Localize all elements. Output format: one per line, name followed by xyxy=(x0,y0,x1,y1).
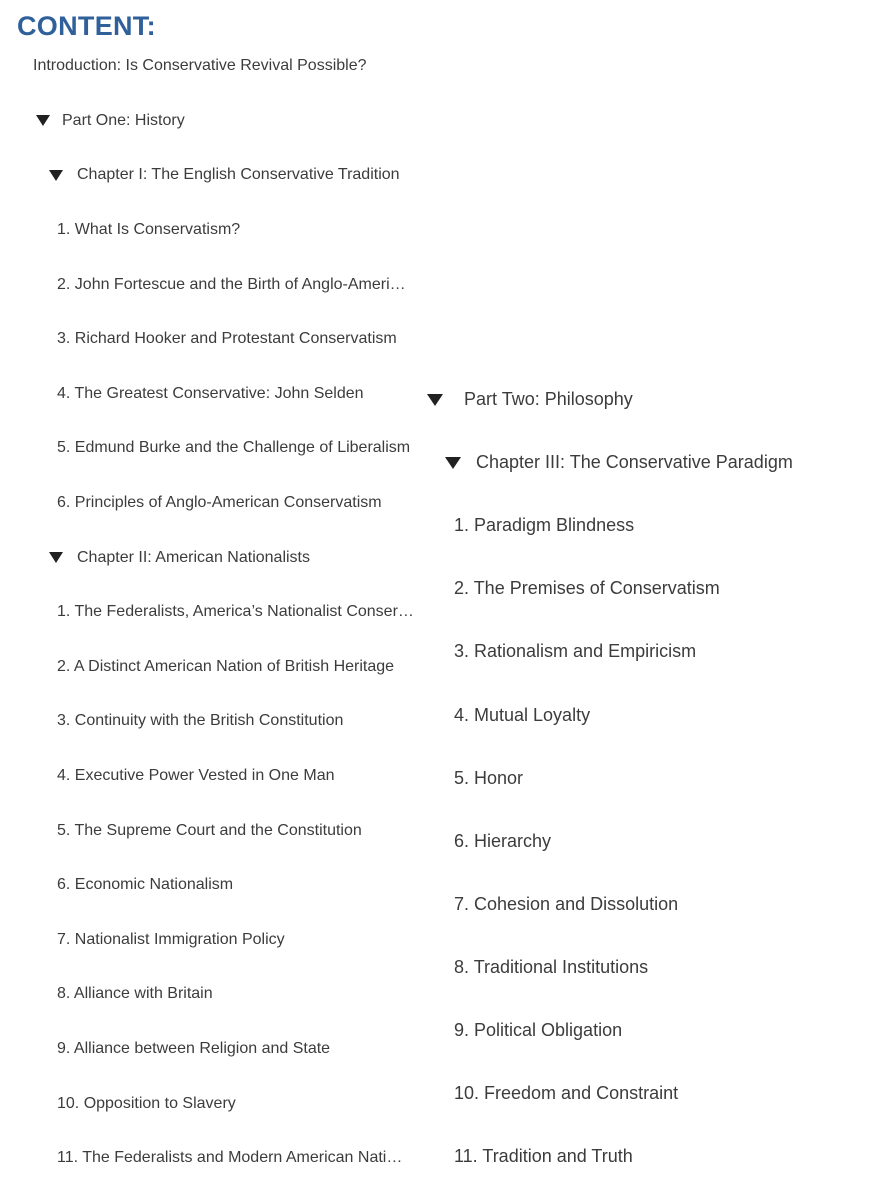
toc-entry-label: Chapter III: The Conservative Paradigm xyxy=(476,452,793,473)
toc-entry-label: 1. Paradigm Blindness xyxy=(454,515,635,536)
toc-entry-label: 11. The Federalists and Modern American Nati… xyxy=(57,1149,403,1167)
toc-entry[interactable] xyxy=(0,1131,440,1186)
toc-entry-label: 5. The Supreme Court and the Constitution xyxy=(57,821,362,839)
toc-entry-label: 2. A Distinct American Nation of British Heritage xyxy=(57,657,395,675)
toc-entry-label: 6. Principles of Anglo-American Conservatism xyxy=(57,494,382,512)
toc-entry-label: 5. Honor xyxy=(454,767,524,788)
toc-entry-label: 10. Opposition to Slavery xyxy=(57,1094,236,1112)
toc-entry-label: Chapter I: The English Conservative Tradition xyxy=(77,166,400,184)
toc-entry-label: 7. Nationalist Immigration Policy xyxy=(57,930,285,948)
toc-entry[interactable] xyxy=(425,936,871,999)
toc-entry-label: Part One: History xyxy=(62,111,185,129)
collapse-triangle-icon[interactable] xyxy=(49,170,63,181)
toc-entry-label: 3. Continuity with the British Constitution xyxy=(57,712,344,730)
toc-entry[interactable] xyxy=(0,640,440,695)
toc-entry[interactable] xyxy=(425,620,871,683)
toc-entry-label: 1. The Federalists, America’s Nationalist Conser… xyxy=(57,603,414,621)
collapse-triangle-icon[interactable] xyxy=(49,552,63,563)
toc-entry[interactable] xyxy=(0,257,440,312)
toc-entry-chapter-2[interactable] xyxy=(0,530,440,585)
toc-entry-label: 8. Traditional Institutions xyxy=(454,956,649,977)
toc-entry-label: 8. Alliance with Britain xyxy=(57,985,213,1003)
toc-entry[interactable] xyxy=(425,557,871,620)
toc-entry-label: 11. Tradition and Truth xyxy=(454,1146,633,1167)
toc-entry-label: 6. Hierarchy xyxy=(454,830,552,851)
collapse-triangle-icon[interactable] xyxy=(445,457,461,469)
toc-entry[interactable] xyxy=(0,421,440,476)
toc-left-column xyxy=(0,39,440,1185)
toc-entry[interactable] xyxy=(0,203,440,258)
toc-entry[interactable] xyxy=(425,999,871,1062)
toc-entry-label: 3. Richard Hooker and Protestant Conservatism xyxy=(57,330,397,348)
toc-entry-part-two[interactable] xyxy=(425,368,871,431)
toc-entry[interactable] xyxy=(0,967,440,1022)
toc-entry[interactable] xyxy=(425,810,871,873)
toc-entry-label: Chapter II: American Nationalists xyxy=(77,548,310,566)
toc-entry[interactable] xyxy=(0,476,440,531)
toc-entry[interactable] xyxy=(425,747,871,810)
toc-entry-label: 4. The Greatest Conservative: John Selden xyxy=(57,384,364,402)
toc-entry-label: 9. Political Obligation xyxy=(454,1019,623,1040)
toc-entry[interactable] xyxy=(425,494,871,557)
toc-entry-label: 5. Edmund Burke and the Challenge of Liberalism xyxy=(57,439,411,457)
toc-entry[interactable] xyxy=(0,803,440,858)
toc-entry-label: 4. Mutual Loyalty xyxy=(454,704,591,725)
content-header: CONTENT: xyxy=(17,11,156,41)
toc-entry[interactable] xyxy=(0,913,440,968)
toc-entry[interactable] xyxy=(0,694,440,749)
toc-entry-part-one[interactable] xyxy=(0,94,440,149)
toc-entry[interactable] xyxy=(0,1022,440,1077)
toc-entry-introduction[interactable] xyxy=(0,39,440,94)
toc-entry[interactable] xyxy=(425,1125,871,1188)
toc-entry[interactable] xyxy=(425,683,871,746)
collapse-triangle-icon[interactable] xyxy=(427,394,443,406)
toc-entry-label: 2. The Premises of Conservatism xyxy=(454,578,720,599)
toc-entry[interactable] xyxy=(0,585,440,640)
collapse-triangle-icon[interactable] xyxy=(36,115,50,126)
toc-right-column xyxy=(425,368,871,1188)
toc-entry-label: Introduction: Is Conservative Revival Possible? xyxy=(33,57,367,75)
toc-entry[interactable] xyxy=(0,367,440,422)
toc-entry[interactable] xyxy=(0,1076,440,1131)
toc-entry-label: 7. Cohesion and Dissolution xyxy=(454,893,679,914)
toc-entry-label: 9. Alliance between Religion and State xyxy=(57,1039,331,1057)
toc-entry[interactable] xyxy=(0,312,440,367)
toc-entry-chapter-1[interactable] xyxy=(0,148,440,203)
toc-entry-label: Part Two: Philosophy xyxy=(464,389,633,410)
toc-entry[interactable] xyxy=(0,858,440,913)
toc-entry-label: 3. Rationalism and Empiricism xyxy=(454,641,697,662)
toc-entry-label: 10. Freedom and Constraint xyxy=(454,1083,679,1104)
toc-entry-label: 1. What Is Conservatism? xyxy=(57,221,241,239)
toc-entry[interactable] xyxy=(0,749,440,804)
toc-entry[interactable] xyxy=(425,1062,871,1125)
toc-entry-label: 4. Executive Power Vested in One Man xyxy=(57,767,335,785)
toc-entry-label: 6. Economic Nationalism xyxy=(57,876,234,894)
toc-entry-label: 2. John Fortescue and the Birth of Anglo-Ameri… xyxy=(57,275,406,293)
toc-entry-chapter-3[interactable] xyxy=(425,431,871,494)
toc-entry[interactable] xyxy=(425,873,871,936)
